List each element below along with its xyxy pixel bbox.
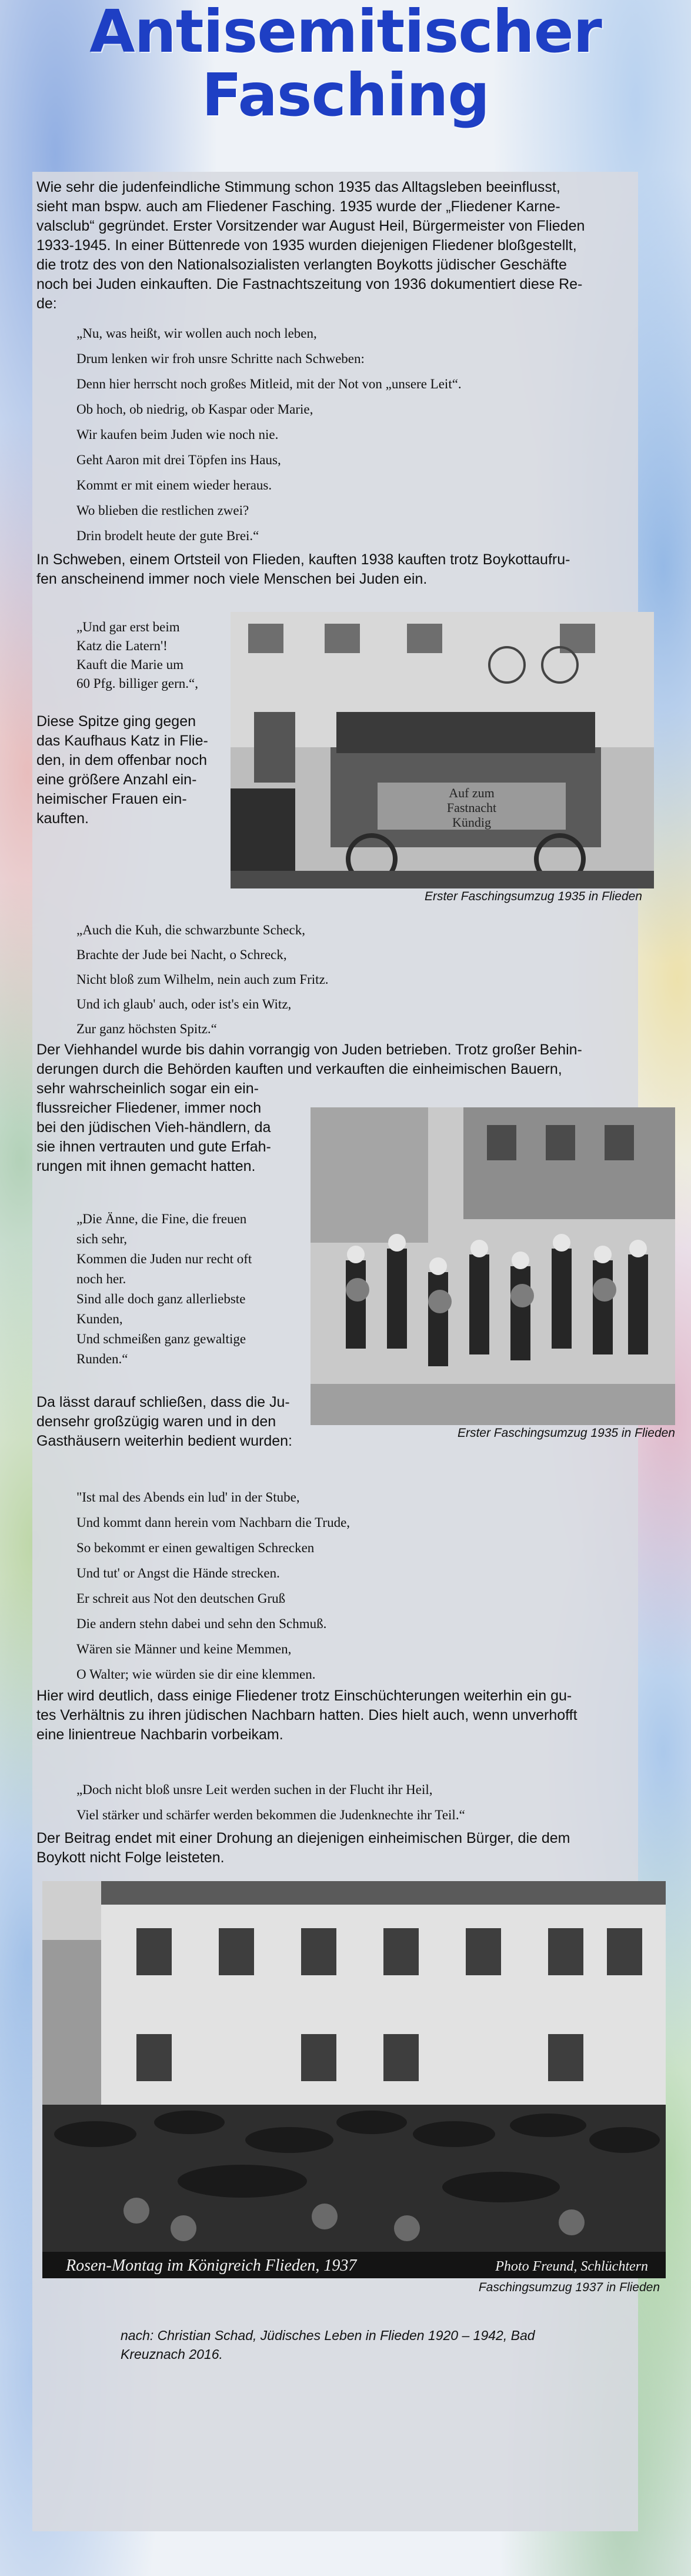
text-line: den, in dem offenbar noch [36, 752, 208, 768]
text-line: valsclub“ gegründet. Erster Vorsitzender war August Heil, Bürgermeister von Flieden [36, 218, 585, 234]
verse-line: Drum lenken wir froh unsre Schritte nach Schweben: [76, 351, 365, 366]
photo-carnival-1935-wagon [231, 612, 654, 888]
verse-line: Runden.“ [76, 1352, 128, 1366]
text-line: flussreicher Fliedener, immer noch [36, 1100, 262, 1116]
text-line: sehr wahrscheinlich sogar ein ein- [36, 1080, 259, 1097]
photo-carnival-1935-band [311, 1107, 675, 1425]
verse-line: Wären sie Männer und keine Memmen, [76, 1642, 292, 1656]
text-line: eine größere Anzahl ein- [36, 771, 197, 788]
verse-line: Ob hoch, ob niedrig, ob Kaspar oder Marie, [76, 402, 313, 417]
verse-line: Katz die Latern'! [76, 638, 168, 653]
verse-line: So bekommt er einen gewaltigen Schrecken [76, 1540, 315, 1555]
verse-line: sich sehr, [76, 1232, 127, 1246]
photo-credit: Photo Freund, Schlüchtern [495, 2259, 648, 2274]
verse-line: Viel stärker und schärfer werden bekommen die Judenknechte ihr Teil.“ [76, 1808, 465, 1822]
text-line: tes Verhältnis zu ihren jüdischen Nachbarn hatten. Dies hielt auch, wenn unverhofft [36, 1707, 577, 1723]
verse-5 [76, 1485, 350, 1687]
verse-6 [76, 1777, 465, 1828]
photo-illustration [231, 612, 654, 888]
text-line: In Schweben, einem Ortsteil von Flieden, kauften 1938 kauften trotz Boykottaufru- [36, 551, 570, 568]
paragraph-drohung [36, 1829, 636, 1868]
verse-2 [76, 618, 198, 693]
text-line: kauften. [36, 810, 89, 827]
verse-line: 60 Pfg. billiger gern.“, [76, 676, 198, 691]
text-line: derungen durch die Behörden kauften und verkauften die einheimischen Bauern, [36, 1061, 562, 1077]
text-line: Diese Spitze ging gegen [36, 713, 196, 730]
text-line: fen anscheinend immer noch viele Menschen bei Juden ein. [36, 571, 428, 587]
page-title [0, 0, 691, 127]
photo-carnival-1937 [42, 1881, 666, 2278]
photo-illustration [311, 1107, 675, 1425]
photo-2-caption: Erster Faschingsumzug 1935 in Flieden [457, 1426, 675, 1440]
verse-line: Denn hier herrscht noch großes Mitleid, mit der Not von „unsere Leit“. [76, 377, 462, 391]
verse-line: Und schmeißen ganz gewaltige [76, 1332, 246, 1346]
text-line: Gasthäusern weiterhin bedient wurden: [36, 1433, 292, 1449]
verse-line: Kunden, [76, 1312, 123, 1326]
intro-paragraph [36, 178, 636, 314]
text-line: densehr großzügig waren und in den [36, 1413, 276, 1430]
text-line: rungen mit ihnen gemacht hatten. [36, 1158, 256, 1174]
verse-line: Sind alle doch ganz allerliebste [76, 1292, 246, 1306]
verse-line: Wir kaufen beim Juden wie noch nie. [76, 427, 279, 442]
paragraph-kaufhaus-katz [36, 712, 231, 828]
verse-line: „Doch nicht bloß unsre Leit werden suchen in der Flucht ihr Heil, [76, 1782, 433, 1797]
wagon-sign-text: Auf zum [449, 786, 495, 800]
photo-3-caption: Faschingsumzug 1937 in Flieden [478, 2281, 660, 2294]
verse-line: Geht Aaron mit drei Töpfen ins Haus, [76, 452, 281, 467]
verse-line: Die andern stehn dabei und sehn den Schmuß. [76, 1616, 327, 1631]
verse-line: noch her. [76, 1272, 126, 1286]
verse-line: Und kommt dann herein vom Nachbarn die Trude, [76, 1515, 350, 1530]
text-line: 1933-1945. In einer Büttenrede von 1935 wurden diejenigen Fliedener bloßgestellt, [36, 237, 577, 254]
paragraph-gasthaeuser [36, 1393, 307, 1451]
text-line: Boykott nicht Folge leisteten. [36, 1849, 225, 1866]
verse-line: Nicht bloß zum Wilhelm, nein auch zum Fritz. [76, 972, 329, 987]
text-line: heimischer Frauen ein- [36, 791, 187, 807]
text-line: Hier wird deutlich, dass einige Fliedener trotz Einschüchterungen weiterhin ein gu- [36, 1688, 572, 1704]
text-line: bei den jüdischen Vieh-händlern, da [36, 1119, 271, 1136]
verse-line: Brachte der Jude bei Nacht, o Schreck, [76, 947, 287, 962]
wagon-sign-text: Kündig [452, 815, 491, 830]
verse-line: Wo blieben die restlichen zwei? [76, 503, 249, 518]
verse-line: O Walter; wie würden sie dir eine klemmen. [76, 1667, 316, 1682]
verse-line: Und ich glaub' auch, oder ist's ein Witz, [76, 997, 292, 1011]
photo-inscription: Rosen-Montag im Königreich Flieden, 1937 [66, 2257, 357, 2275]
verse-line: Drin brodelt heute der gute Brei.“ [76, 528, 259, 543]
paragraph-schweben [36, 550, 636, 589]
text-line: Da lässt darauf schließen, dass die Ju- [36, 1394, 290, 1410]
title-line-1: Antisemitischer [89, 0, 602, 66]
verse-1 [76, 321, 462, 548]
photo-1-caption: Erster Faschingsumzug 1935 in Flieden [424, 890, 642, 903]
verse-4 [76, 1209, 252, 1369]
paragraph-nachbarn [36, 1686, 636, 1745]
text-line: noch bei Juden einkauften. Die Fastnachtszeitung von 1936 dokumentiert diese Re- [36, 276, 583, 292]
verse-line: Zur ganz höchsten Spitz.“ [76, 1021, 217, 1036]
verse-line: Kommen die Juden nur recht oft [76, 1252, 252, 1266]
verse-line: „Und gar erst beim [76, 620, 180, 634]
verse-line: Er schreit aus Not den deutschen Gruß [76, 1591, 286, 1606]
text-line: sieht man bspw. auch am Fliedener Fasching. 1935 wurde der „Fliedener Karne- [36, 198, 560, 215]
verse-line: "Ist mal des Abends ein lud' in der Stube, [76, 1490, 300, 1505]
verse-line: Kauft die Marie um [76, 657, 184, 672]
wagon-sign-text: Fastnacht [446, 800, 497, 815]
verse-line: „Nu, was heißt, wir wollen auch noch leben, [76, 326, 317, 341]
text-line: das Kaufhaus Katz in Flie- [36, 733, 208, 749]
verse-3 [76, 918, 329, 1041]
verse-line: Kommt er mit einem wieder heraus. [76, 478, 272, 492]
verse-line: „Die Änne, die Fine, die freuen [76, 1212, 247, 1226]
verse-line: „Auch die Kuh, die schwarzbunte Scheck, [76, 923, 305, 937]
text-line: de: [36, 295, 57, 312]
text-line: eine linientreue Nachbarin vorbeikam. [36, 1726, 283, 1743]
title-line-2: Fasching [202, 61, 489, 129]
text-line: die trotz des von den Nationalsozialisten verlangten Boykotts jüdischer Geschäfte [36, 257, 567, 273]
text-line: Der Viehhandel wurde bis dahin vorrangig von Juden betrieben. Trotz großer Behin- [36, 1041, 582, 1058]
text-line: Wie sehr die judenfeindliche Stimmung schon 1935 das Alltagsleben beeinflusst, [36, 179, 560, 195]
text-line: Der Beitrag endet mit einer Drohung an diejenigen einheimischen Bürger, die dem [36, 1830, 570, 1846]
source-citation: nach: Christian Schad, Jüdisches Leben in Flieden 1920 – 1942, Bad Kreuznach 2016. [121, 2328, 535, 2362]
verse-line: Und tut' or Angst die Hände strecken. [76, 1566, 280, 1580]
text-line: sie ihnen vertrauten und gute Erfah- [36, 1139, 271, 1155]
photo-illustration [42, 1881, 666, 2278]
